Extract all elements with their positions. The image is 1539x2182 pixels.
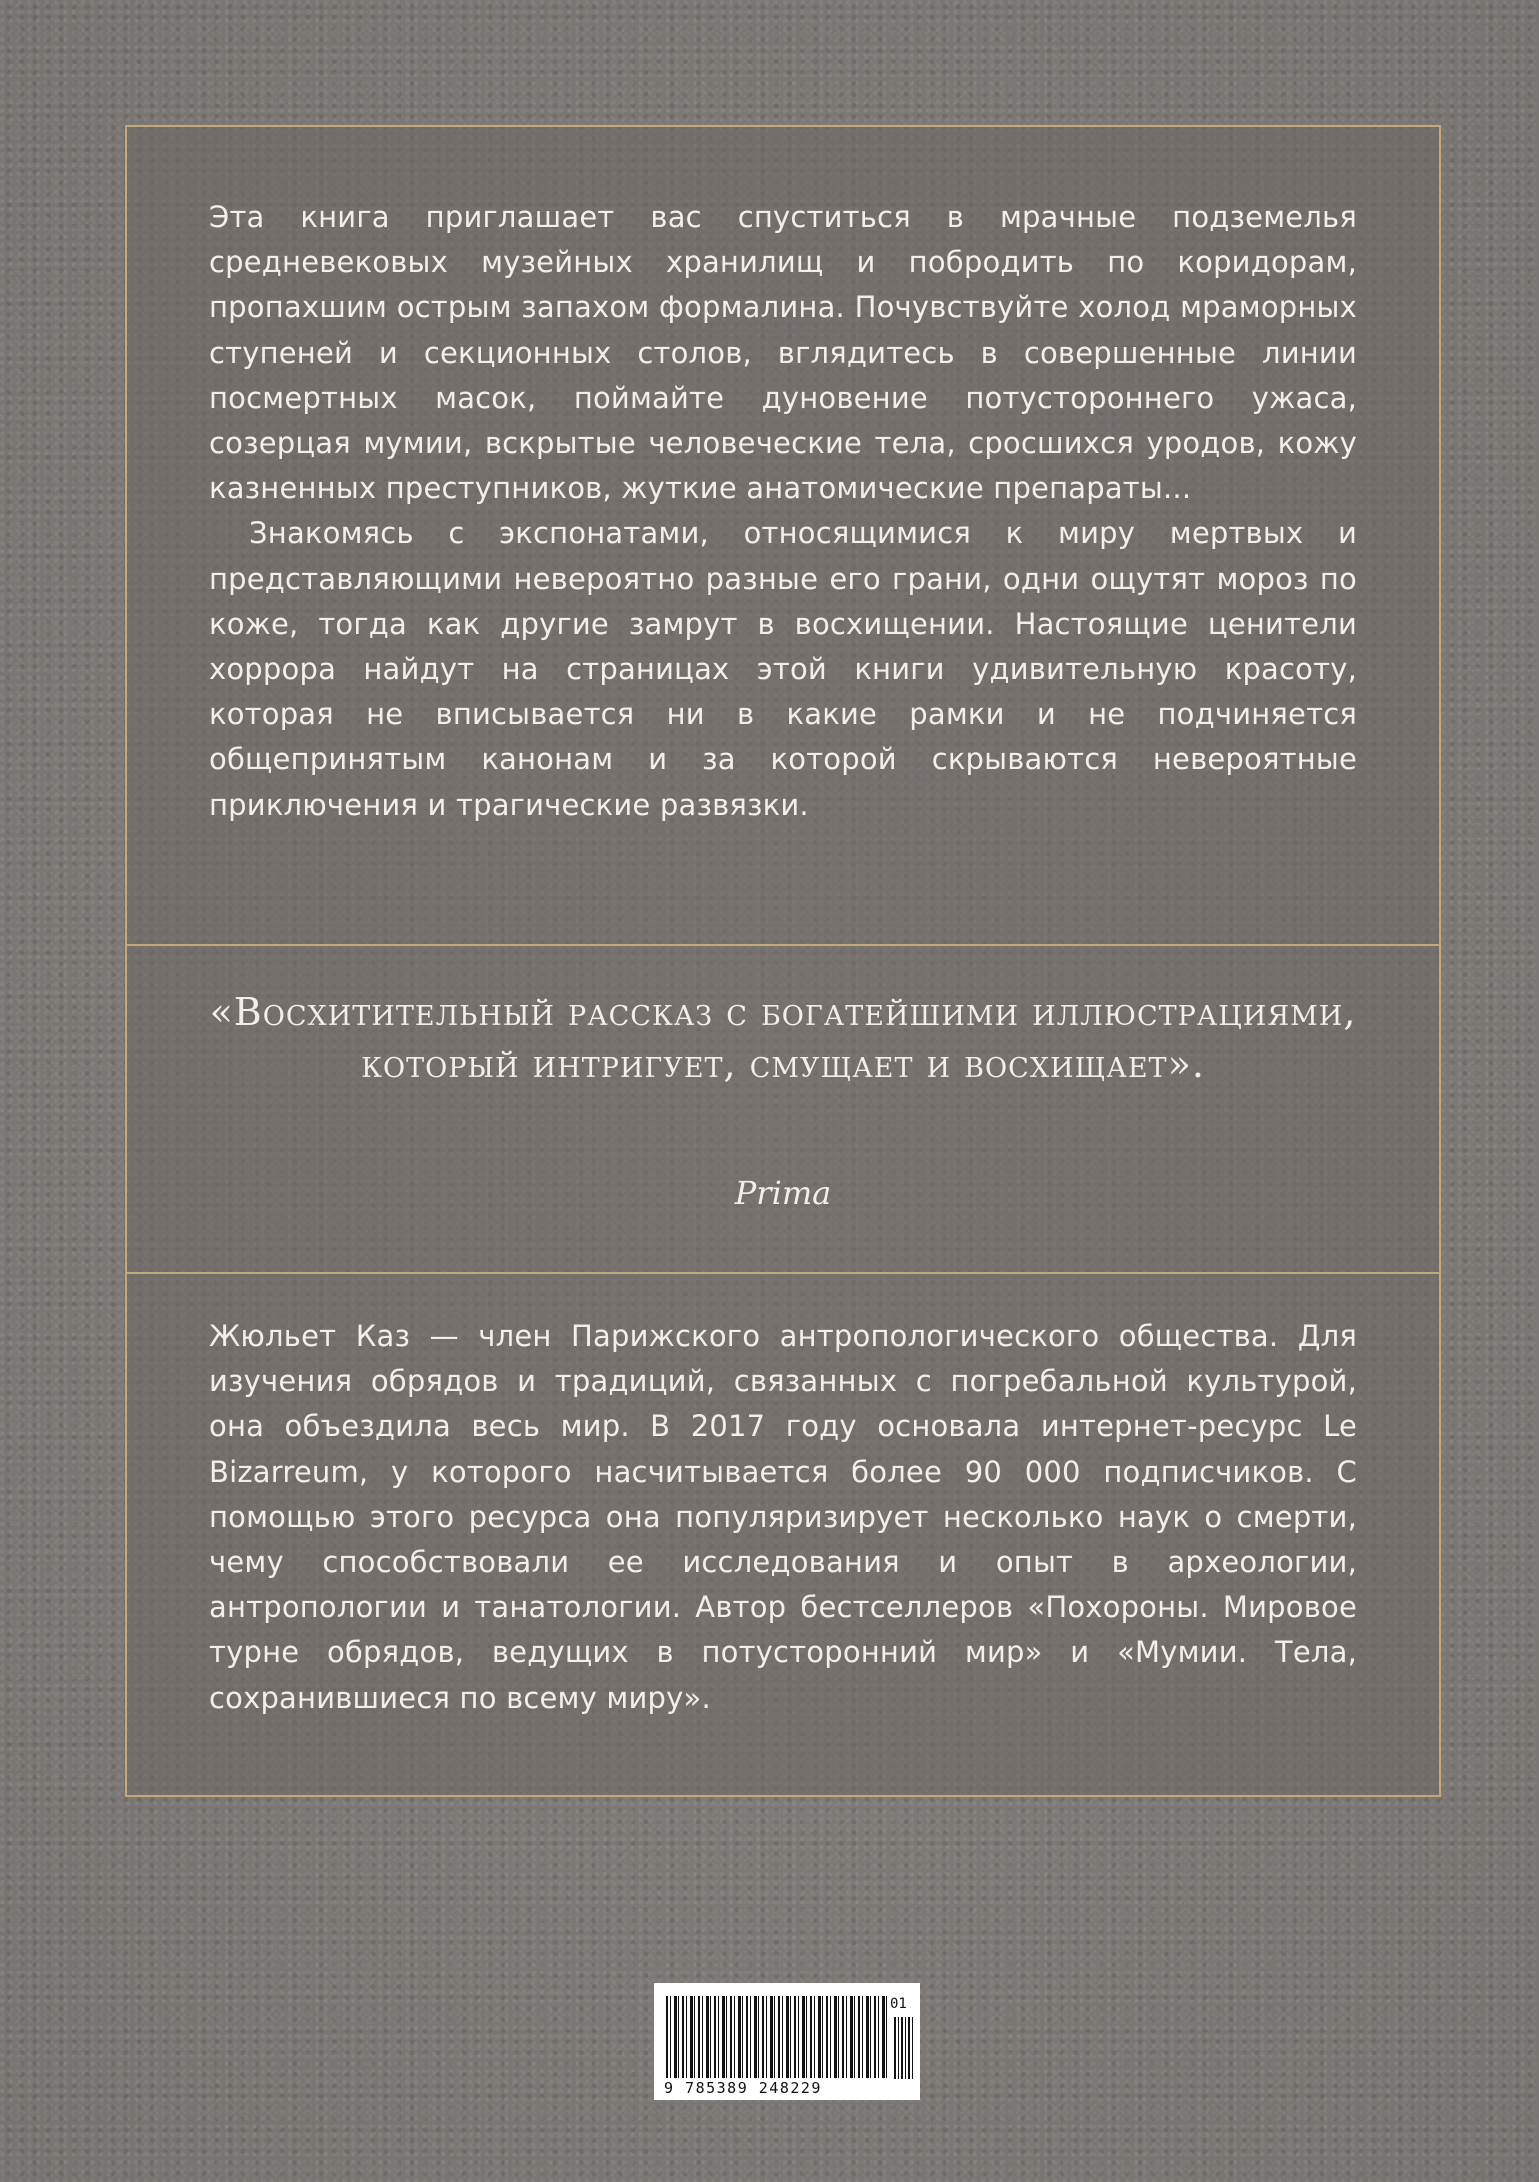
author-bio-panel [127, 1274, 1439, 1797]
barcode-bars [666, 1996, 888, 2078]
description-paragraph: Знакомясь с экспонатами, относящимися к миру мертвых и представляющими невероятно разные его грани, одни ощутят мороз по коже, тогда как другие замрут в восхищении. Настоящие ценители хоррора найдут на страницах этой книги удивительную красоту, которая не вписывается ни в какие рамки и не подчиняется общепринятым канонам и за которой скрываются невероятные приключения и трагические развязки. [209, 516, 1357, 822]
barcode-addon-bars [894, 2017, 914, 2079]
review-panel [127, 944, 1439, 1274]
content-frame [125, 125, 1441, 1797]
description-text [209, 195, 1357, 828]
author-bio-text [209, 1314, 1357, 1721]
review-source: Prima [734, 1174, 832, 1212]
description-panel [127, 127, 1439, 944]
description-paragraph: Эта книга приглашает вас спуститься в мрачные подземелья средневековых музейных хранилищ и побродить по коридорам, пропахшим острым запахом формалина. Почувствуйте холод мраморных ступеней и секционных столов, вглядитесь в совершенные линии посмертных масок, поймайте дуновение потустороннего ужаса, созерцая мумии, вскрытые человеческие тела, сросшихся уродов, кожу казненных преступников, жуткие анатомические препараты... [209, 200, 1357, 506]
review-quote: «Восхитительный рассказ с богатейшими иллюстрациями, который интригует, смущает и восхищает». [209, 990, 1357, 1086]
isbn-barcode [654, 1983, 920, 2100]
barcode-addon-number: 01 [890, 1996, 907, 2012]
author-bio-paragraph: Жюльет Каз — член Парижского антропологического общества. Для изучения обрядов и традиций, связанных с погребальной культурой, она объездила весь мир. В 2017 году основала интернет-ресурс Le Bizarreum, у которого насчитывается более 90 000 подписчиков. С помощью этого ресурса она популяризирует несколько наук о смерти, чему способствовали ее исследования и опыт в археологии, антропологии и танатологии. Автор бестселлеров «Похороны. Мировое турне обрядов, ведущих в потусторонний мир» и «Мумии. Тела, сохранившиеся по всему миру». [209, 1319, 1357, 1715]
barcode-number: 9 785389 248229 [664, 2079, 890, 2097]
